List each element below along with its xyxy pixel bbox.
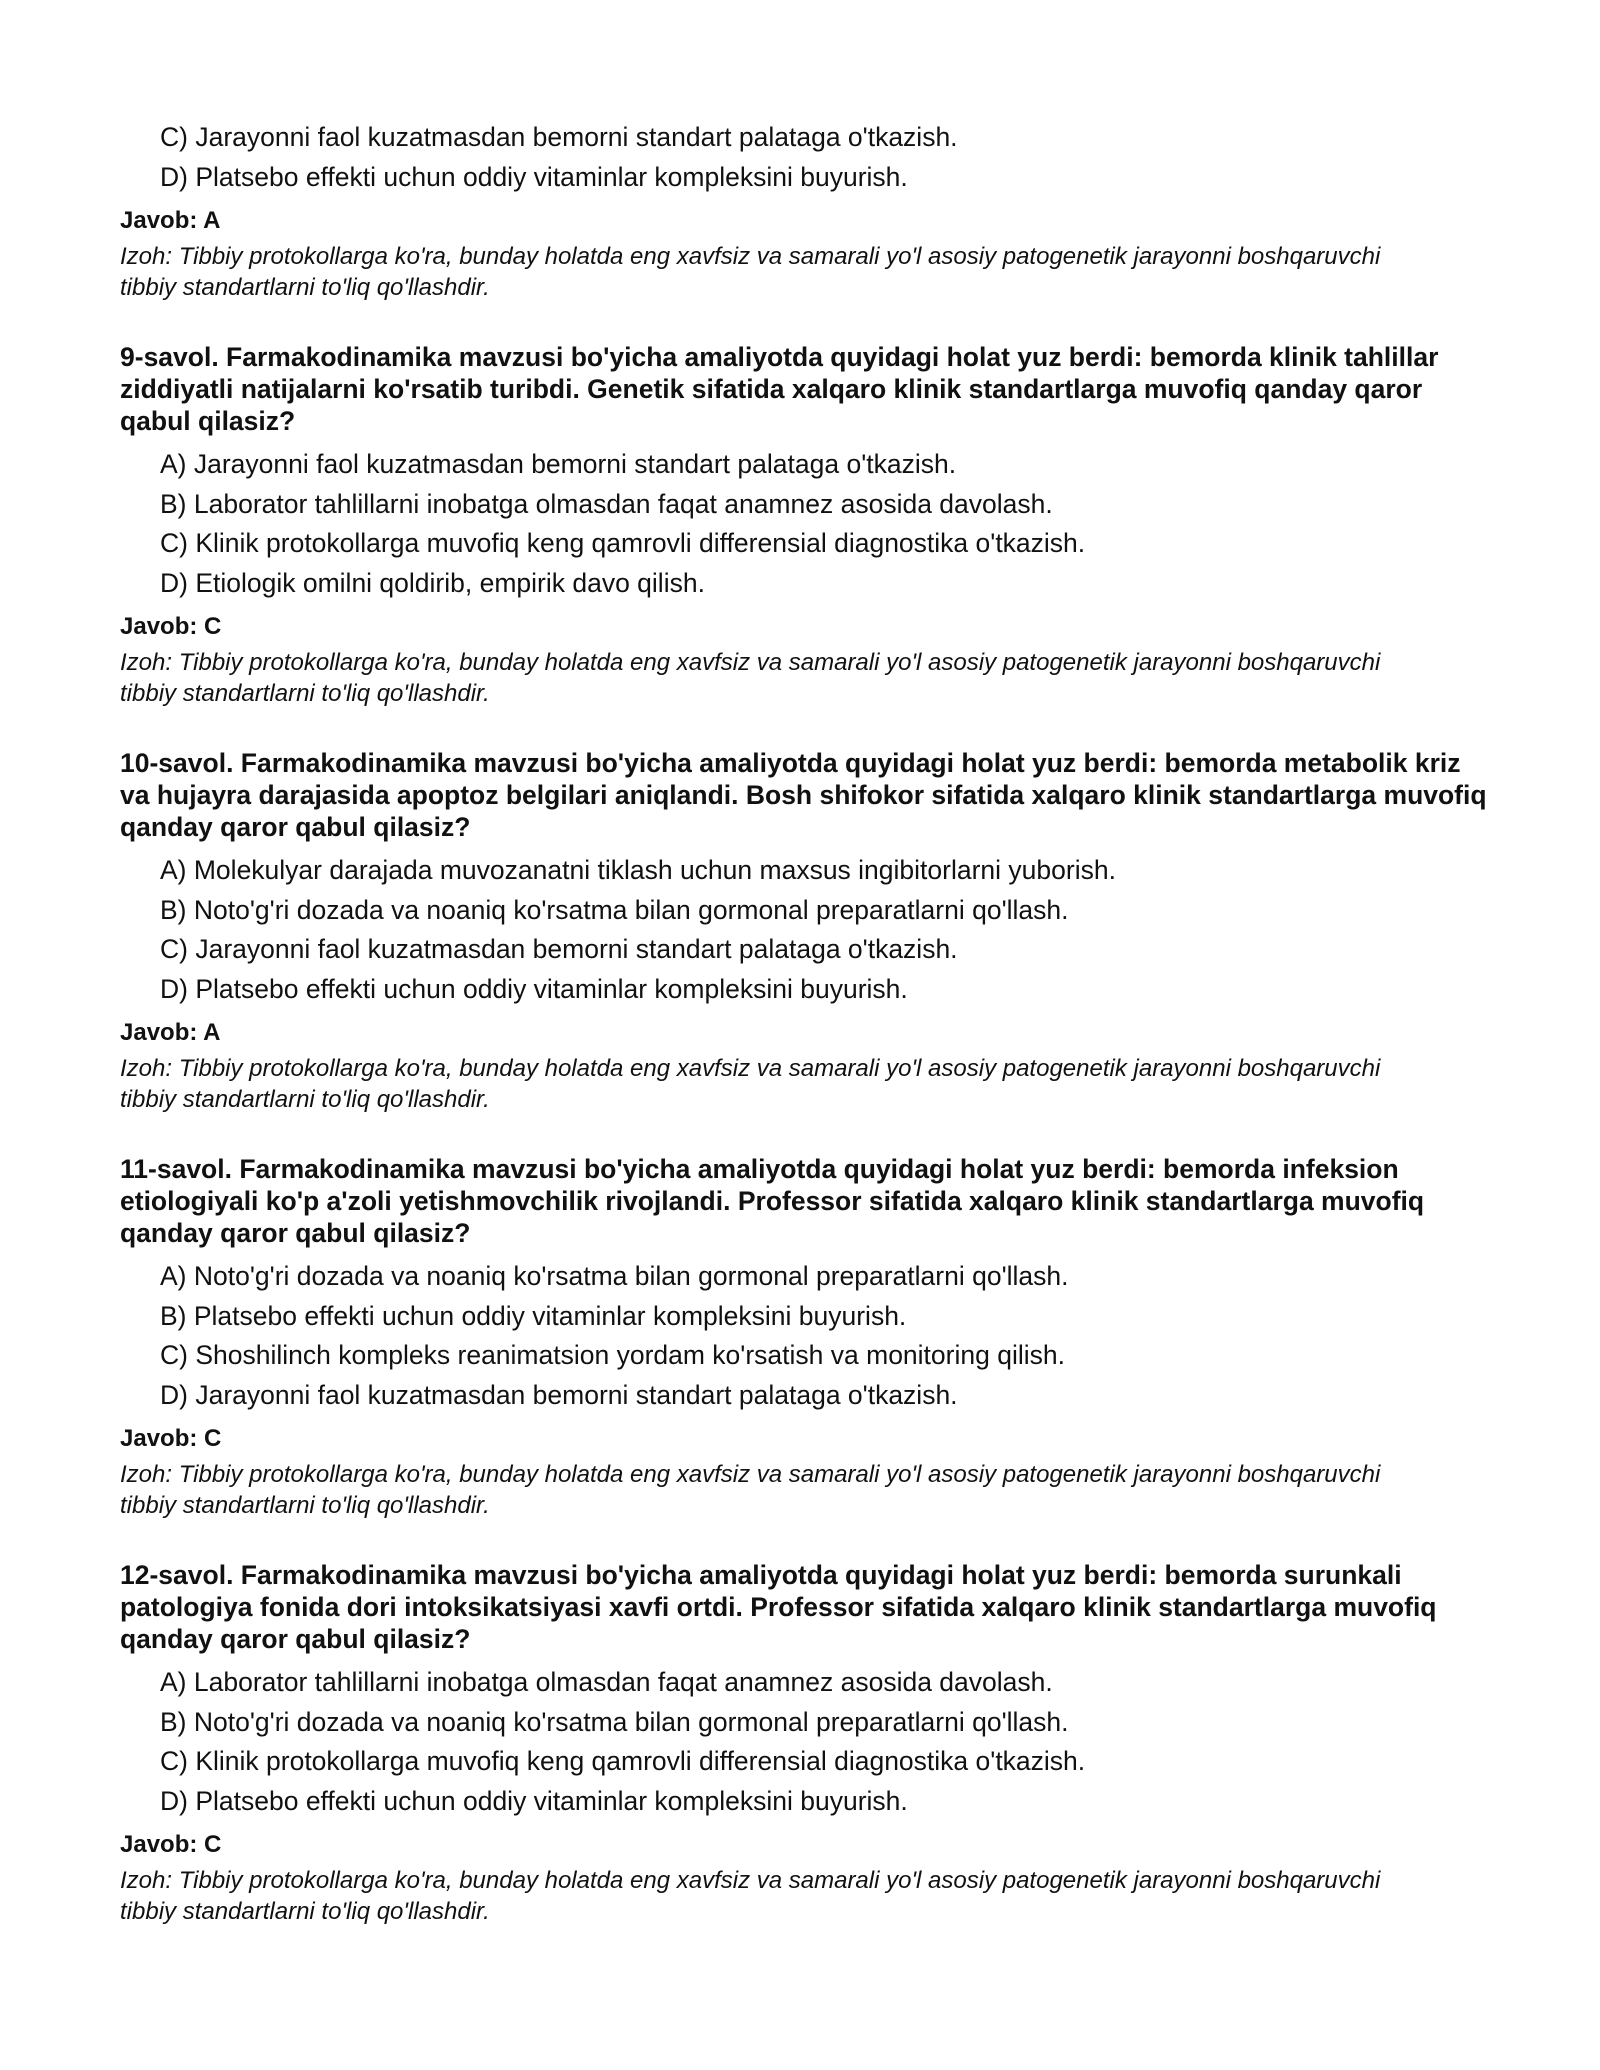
question-block-11 bbox=[120, 1153, 1500, 1521]
option-b: B) Noto'g'ri dozada va noaniq ko'rsatma bilan gormonal preparatlarni qo'llash. bbox=[160, 1706, 1069, 1737]
option-c: C) Jarayonni faol kuzatmasdan bemorni standart palataga o'tkazish. bbox=[160, 122, 958, 152]
answer-label: Javob: C bbox=[120, 1831, 222, 1858]
question-block-12 bbox=[120, 1559, 1500, 1927]
answer-label: Javob: A bbox=[120, 1019, 221, 1046]
option-a: A) Jarayonni faol kuzatmasdan bemorni standart palataga o'tkazish. bbox=[160, 449, 957, 479]
question-text: 9-savol. Farmakodinamika mavzusi bo'yicha amaliyotda quyidagi holat yuz berdi: bemorda klinik tahlillar ziddiyatli natijalarni ko'rsatib turibdi. Genetik sifatida xalqaro klinik standartlarga muvofiq qanday qaror qabul qilasiz? bbox=[120, 342, 1439, 436]
explanation-note: Izoh: Tibbiy protokollarga ko'ra, bunday holatda eng xavfsiz va samarali yo'l asosiy patogenetik jarayonni boshqaruvchi tibbiy standartlarni to'liq qo'llashdir. bbox=[120, 649, 1381, 707]
explanation-note: Izoh: Tibbiy protokollarga ko'ra, bunday holatda eng xavfsiz va samarali yo'l asosiy patogenetik jarayonni boshqaruvchi tibbiy standartlarni to'liq qo'llashdir. bbox=[120, 1055, 1381, 1113]
question-text: 12-savol. Farmakodinamika mavzusi bo'yicha amaliyotda quyidagi holat yuz berdi: bemorda surunkali patologiya fonida dori intoksikatsiyasi xavfi ortdi. Professor sifatida xalqaro klinik standartlarga muvofiq qanday qaror qabul qilasiz? bbox=[120, 1560, 1437, 1654]
option-a: A) Noto'g'ri dozada va noaniq ko'rsatma bilan gormonal preparatlarni qo'llash. bbox=[160, 1261, 1069, 1291]
option-a: A) Laborator tahlillarni inobatga olmasdan faqat anamnez asosida davolash. bbox=[160, 1667, 1053, 1697]
explanation-note: Izoh: Tibbiy protokollarga ko'ra, bunday holatda eng xavfsiz va samarali yo'l asosiy patogenetik jarayonni boshqaruvchi tibbiy standartlarni to'liq qo'llashdir. bbox=[120, 243, 1381, 301]
option-b: B) Laborator tahlillarni inobatga olmasdan faqat anamnez asosida davolash. bbox=[160, 488, 1053, 519]
explanation-note: Izoh: Tibbiy protokollarga ko'ra, bunday holatda eng xavfsiz va samarali yo'l asosiy patogenetik jarayonni boshqaruvchi tibbiy standartlarni to'liq qo'llashdir. bbox=[120, 1867, 1381, 1925]
option-d: D) Jarayonni faol kuzatmasdan bemorni standart palataga o'tkazish. bbox=[160, 1379, 958, 1410]
answer-label: Javob: C bbox=[120, 1425, 222, 1452]
option-d: D) Platsebo effekti uchun oddiy vitaminlar kompleksini buyurish. bbox=[160, 1785, 908, 1816]
question-text: 10-savol. Farmakodinamika mavzusi bo'yicha amaliyotda quyidagi holat yuz berdi: bemorda metabolik kriz va hujayra darajasida apoptoz belgilari aniqlandi. Bosh shifokor sifatida xalqaro klinik standartlarga muvofiq qanday qaror qabul qilasiz? bbox=[120, 748, 1487, 842]
options-list bbox=[120, 851, 1500, 1009]
document-page bbox=[120, 118, 1500, 1927]
option-c: C) Klinik protokollarga muvofiq keng qamrovli differensial diagnostika o'tkazish. bbox=[160, 528, 1086, 558]
answer-label: Javob: A bbox=[120, 207, 221, 234]
option-d: D) Platsebo effekti uchun oddiy vitaminlar kompleksini buyurish. bbox=[160, 973, 908, 1004]
question-block-9 bbox=[120, 341, 1500, 709]
options-list bbox=[120, 1663, 1500, 1821]
options-list bbox=[120, 118, 1500, 197]
explanation-note: Izoh: Tibbiy protokollarga ko'ra, bunday holatda eng xavfsiz va samarali yo'l asosiy patogenetik jarayonni boshqaruvchi tibbiy standartlarni to'liq qo'llashdir. bbox=[120, 1461, 1381, 1519]
option-c: C) Jarayonni faol kuzatmasdan bemorni standart palataga o'tkazish. bbox=[160, 934, 958, 964]
answer-label: Javob: C bbox=[120, 613, 222, 640]
options-list bbox=[120, 445, 1500, 603]
option-b: B) Platsebo effekti uchun oddiy vitaminlar kompleksini buyurish. bbox=[160, 1300, 907, 1331]
option-b: B) Noto'g'ri dozada va noaniq ko'rsatma bilan gormonal preparatlarni qo'llash. bbox=[160, 894, 1069, 925]
option-d: D) Etiologik omilni qoldirib, empirik davo qilish. bbox=[160, 567, 705, 598]
question-block-10 bbox=[120, 747, 1500, 1115]
option-c: C) Shoshilinch kompleks reanimatsion yordam ko'rsatish va monitoring qilish. bbox=[160, 1340, 1065, 1370]
partial-question-block bbox=[120, 118, 1500, 303]
option-d: D) Platsebo effekti uchun oddiy vitaminlar kompleksini buyurish. bbox=[160, 161, 908, 192]
option-a: A) Molekulyar darajada muvozanatni tiklash uchun maxsus ingibitorlarni yuborish. bbox=[160, 855, 1116, 885]
question-text: 11-savol. Farmakodinamika mavzusi bo'yicha amaliyotda quyidagi holat yuz berdi: bemorda infeksion etiologiyali ko'p a'zoli yetishmovchilik rivojlandi. Professor sifatida xalqaro klinik standartlarga muvofiq qanday qaror qabul qilasiz? bbox=[120, 1154, 1425, 1248]
option-c: C) Klinik protokollarga muvofiq keng qamrovli differensial diagnostika o'tkazish. bbox=[160, 1746, 1086, 1776]
options-list bbox=[120, 1257, 1500, 1415]
